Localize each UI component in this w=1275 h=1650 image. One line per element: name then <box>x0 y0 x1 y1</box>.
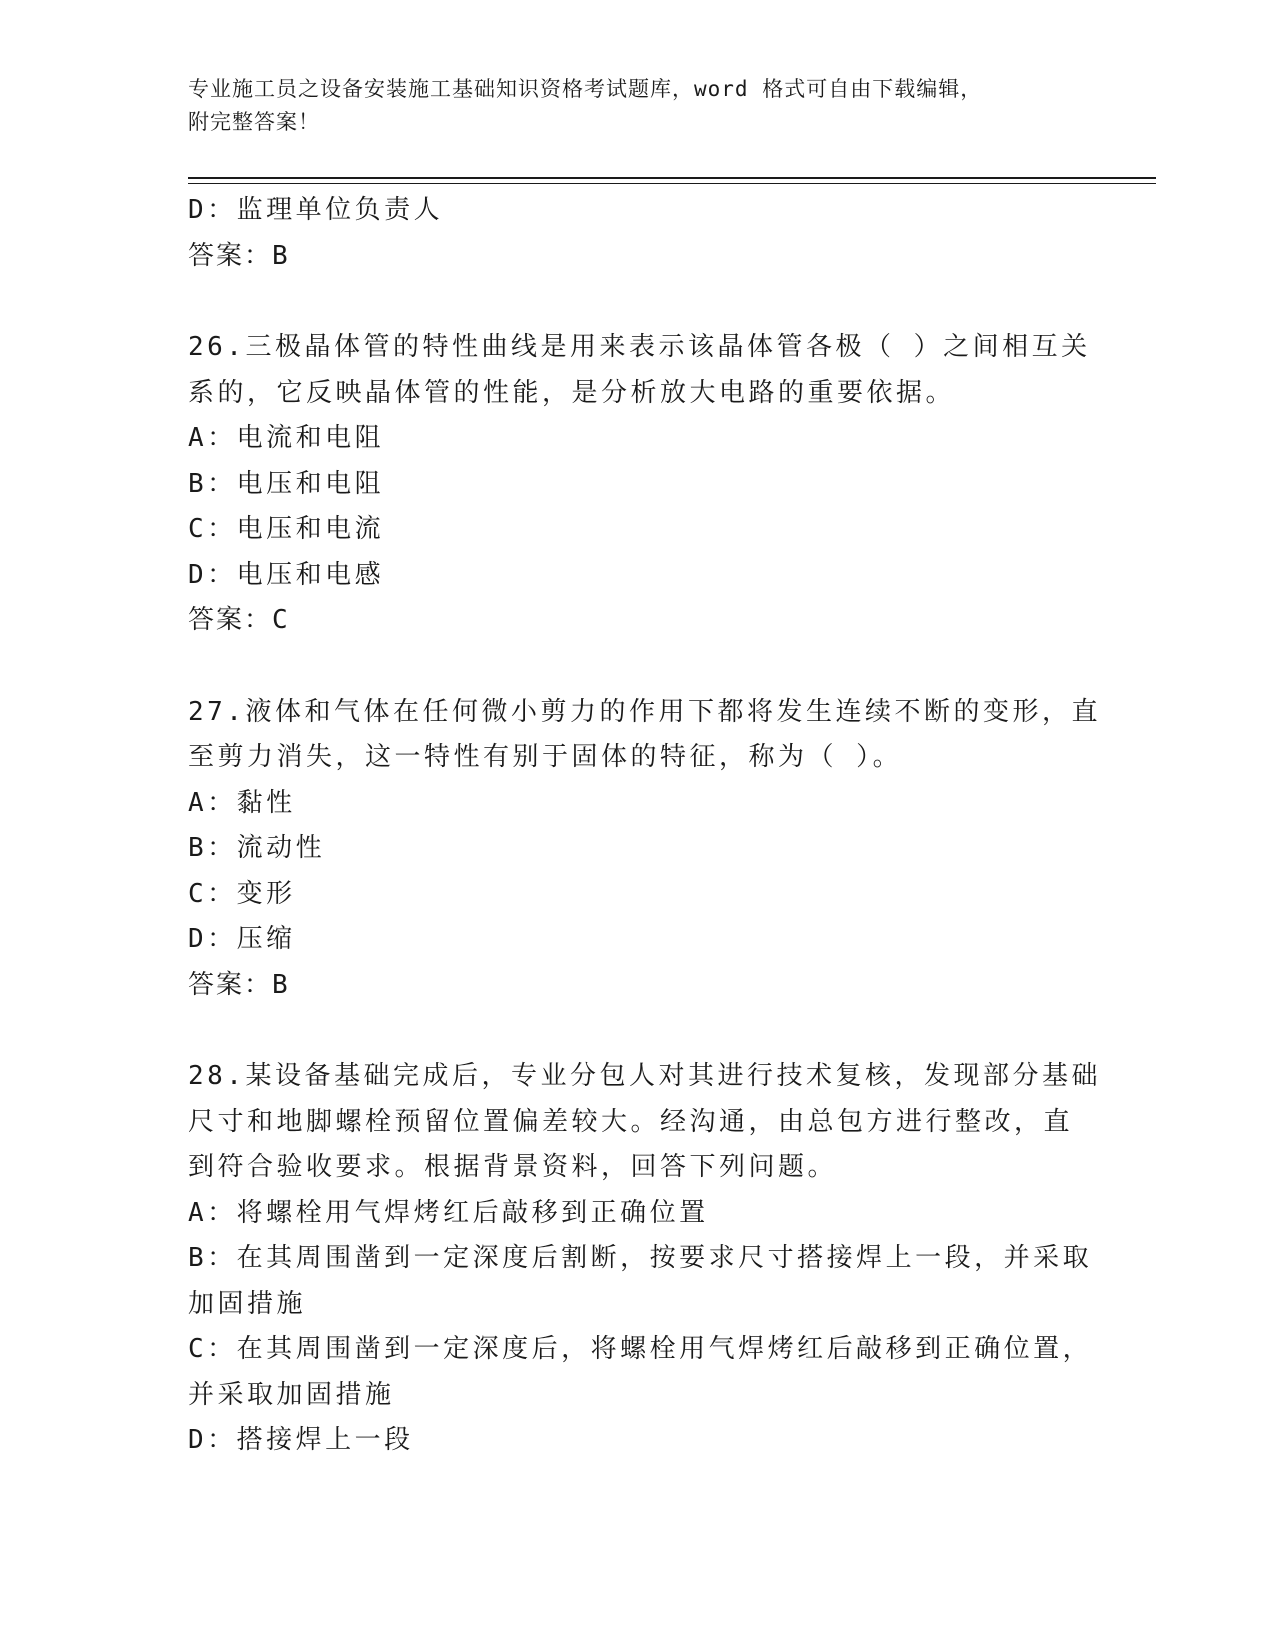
header-divider-thick <box>188 177 1156 179</box>
header-line-1: 专业施工员之设备安装施工基础知识资格考试题库，word 格式可自由下载编辑， <box>188 77 983 101</box>
option-d: D：电压和电感 <box>188 559 385 590</box>
question-27 <box>188 690 1101 1009</box>
question-stem: 系的，它反映晶体管的性能，是分析放大电路的重要依据。 <box>188 377 956 408</box>
option-b: B：流动性 <box>188 833 326 863</box>
option-a: A：将螺栓用气焊烤红后敲移到正确位置 <box>188 1197 709 1228</box>
option-c: C：在其周围凿到一定深度后，将螺栓用气焊烤红后敲移到正确位置， <box>188 1334 1093 1364</box>
option-b-continued: 加固措施 <box>188 1288 307 1319</box>
question-stem: 27.液体和气体在任何微小剪力的作用下都将发生连续不断的变形，直 <box>188 696 1101 727</box>
question-25-tail <box>188 188 1088 279</box>
question-stem: 28.某设备基础完成后，专业分包人对其进行技术复核，发现部分基础 <box>188 1061 1101 1091</box>
option-c-continued: 并采取加固措施 <box>188 1379 395 1410</box>
option-a: A：黏性 <box>188 787 296 818</box>
option-a: A：电流和电阻 <box>188 423 385 453</box>
document-header <box>188 73 1088 139</box>
option-b: B：电压和电阻 <box>188 468 385 499</box>
question-stem: 至剪力消失，这一特性有别于固体的特征，称为（ ）。 <box>188 742 903 772</box>
answer-line: 答案：C <box>188 605 290 635</box>
question-spacer <box>188 1008 1088 1054</box>
option-d: D：压缩 <box>188 924 296 954</box>
header-line-2: 附完整答案！ <box>188 110 320 134</box>
answer-line: 答案：B <box>188 969 290 1000</box>
question-list <box>188 188 1101 1464</box>
option-c: C：变形 <box>188 878 296 909</box>
option-b: B：在其周围凿到一定深度后割断，按要求尺寸搭接焊上一段，并采取 <box>188 1243 1093 1273</box>
question-stem: 26.三极晶体管的特性曲线是用来表示该晶体管各极（ ）之间相互关 <box>188 332 1091 362</box>
question-stem: 尺寸和地脚螺栓预留位置偏差较大。经沟通，由总包方进行整改，直 <box>188 1106 1074 1137</box>
question-stem: 到符合验收要求。根据背景资料，回答下列问题。 <box>188 1152 838 1182</box>
option-c: C：电压和电流 <box>188 514 385 544</box>
question-spacer <box>188 644 1088 690</box>
option-d: D：搭接焊上一段 <box>188 1425 414 1455</box>
answer-line: 答案：B <box>188 240 290 271</box>
header-divider-thin <box>188 183 1156 184</box>
question-28 <box>188 1054 1101 1464</box>
question-spacer <box>188 279 1088 325</box>
option-d: D：监理单位负责人 <box>188 195 444 225</box>
question-26 <box>188 325 1091 644</box>
